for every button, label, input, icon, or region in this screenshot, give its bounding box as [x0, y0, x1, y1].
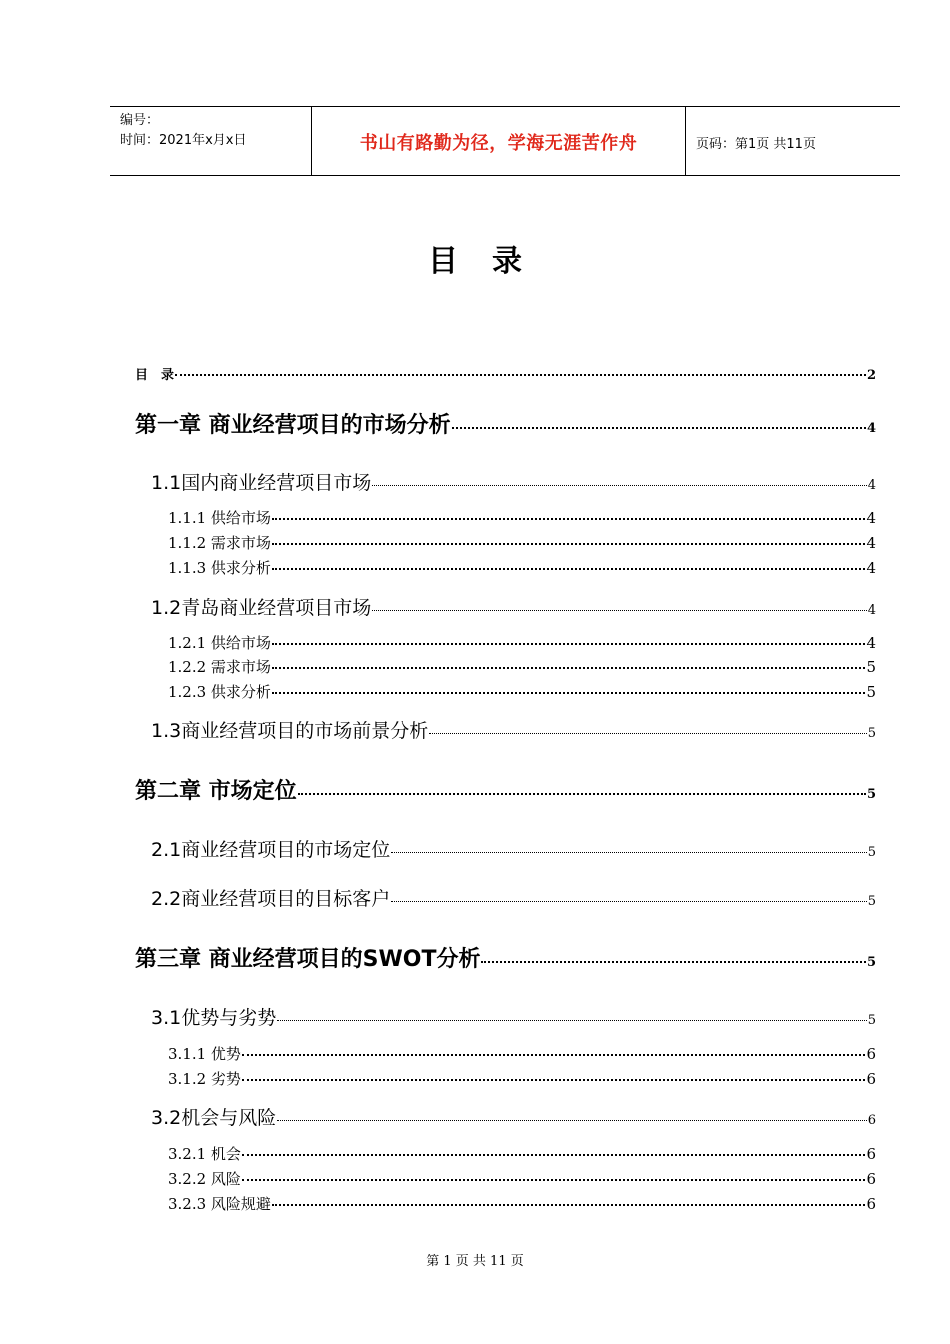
toc-entry-page: 6 [866, 1170, 876, 1188]
toc-entry[interactable] [135, 774, 876, 805]
toc-entry-title: 1.2.3 供求分析 [168, 683, 271, 701]
toc-entry-page: 4 [867, 478, 876, 493]
toc-leader [272, 543, 866, 545]
toc-entry-page: 5 [867, 845, 876, 860]
toc-entry-title: 1.3商业经营项目的市场前景分析 [151, 720, 429, 742]
time-label: 时间：2021年x月x日 [120, 133, 247, 148]
toc-entry[interactable] [168, 1068, 876, 1089]
toc-entry-title: 2.2商业经营项目的目标客户 [151, 888, 391, 910]
toc-entry-page: 4 [866, 509, 876, 527]
toc-leader [272, 692, 866, 694]
toc-entry-title: 1.2.2 需求市场 [168, 658, 271, 676]
toc-entry-page: 6 [866, 1045, 876, 1063]
toc-entry[interactable] [135, 942, 876, 973]
toc-entry[interactable] [168, 532, 876, 553]
toc-leader [452, 427, 866, 429]
toc-entry-title: 3.2.1 机会 [168, 1145, 241, 1163]
toc-entry-page: 5 [866, 955, 876, 970]
toc-entry-page: 5 [866, 787, 876, 802]
toc-entry[interactable] [151, 884, 876, 911]
toc-entry-title: 1.2.1 供给市场 [168, 634, 271, 652]
toc-entry-title: 1.1.1 供给市场 [168, 509, 271, 527]
toc-entry-page: 5 [866, 658, 876, 676]
toc-entry-title: 3.2.2 风险 [168, 1170, 241, 1188]
header-info-cell [110, 107, 312, 175]
toc-entry[interactable] [135, 364, 876, 383]
toc-leader [429, 733, 867, 734]
toc-entry-page: 2 [866, 368, 876, 383]
toc-leader [175, 374, 866, 376]
toc-entry-page: 5 [867, 1013, 876, 1028]
toc-entry-page: 5 [866, 683, 876, 701]
header-motto-cell [312, 107, 686, 175]
toc-entry[interactable] [168, 1168, 876, 1189]
toc-entry-title: 1.2青岛商业经营项目市场 [151, 597, 372, 619]
toc-entry-page: 4 [866, 534, 876, 552]
toc-entry-page: 6 [866, 1195, 876, 1213]
toc-entry-title: 1.1国内商业经营项目市场 [151, 472, 372, 494]
toc-entry-title: 1.1.2 需求市场 [168, 534, 271, 552]
toc-entry-title: 3.1.2 劣势 [168, 1070, 241, 1088]
toc-entry[interactable] [168, 507, 876, 528]
toc-entry[interactable] [151, 1103, 876, 1130]
toc-entry-title: 第二章 市场定位 [135, 779, 297, 804]
toc-entry-page: 4 [867, 603, 876, 618]
toc-leader [372, 485, 867, 486]
toc-entry[interactable] [168, 1043, 876, 1064]
toc-leader [391, 852, 867, 853]
toc-leader [272, 1204, 866, 1206]
toc-leader [242, 1054, 866, 1056]
header-page-cell [686, 107, 900, 175]
toc-entry-title: 1.1.3 供求分析 [168, 559, 271, 577]
toc-entry-page: 6 [867, 1113, 876, 1128]
toc-entry[interactable] [151, 593, 876, 620]
toc-entry-title: 3.1.1 优势 [168, 1045, 241, 1063]
toc-entry[interactable] [151, 468, 876, 495]
toc-leader [242, 1179, 866, 1181]
toc-leader [277, 1020, 867, 1021]
toc-leader [391, 901, 867, 902]
toc-entry[interactable] [168, 557, 876, 578]
toc-entry-page: 6 [866, 1145, 876, 1163]
toc-leader [272, 518, 866, 520]
toc-leader [277, 1120, 867, 1121]
toc-entry[interactable] [168, 1143, 876, 1164]
toc-entry-title: 目 录 [135, 368, 175, 383]
toc-entry-page: 5 [867, 894, 876, 909]
toc-entry[interactable] [168, 656, 876, 677]
toc-entry[interactable] [168, 681, 876, 702]
toc-entry-title: 3.1优势与劣势 [151, 1007, 277, 1029]
number-label: 编号： [120, 113, 160, 128]
toc-leader [242, 1079, 866, 1081]
toc-leader [272, 667, 866, 669]
toc-entry-title: 第三章 商业经营项目的SWOT分析 [135, 947, 481, 972]
toc-entry-page: 4 [866, 634, 876, 652]
document-header [110, 106, 900, 176]
toc-entry[interactable] [168, 1193, 876, 1214]
toc-entry-title: 第一章 商业经营项目的市场分析 [135, 413, 451, 438]
toc-leader [481, 961, 865, 963]
toc-entry[interactable] [135, 408, 876, 439]
page-title: 目录 [428, 244, 556, 279]
page-footer: 第 1 页 共 11 页 [426, 1254, 524, 1269]
toc-entry-title: 2.1商业经营项目的市场定位 [151, 839, 391, 861]
toc-entry-title: 3.2.3 风险规避 [168, 1195, 271, 1213]
page-code: 页码：第1页 共11页 [696, 137, 816, 152]
motto-text: 书山有路勤为径，学海无涯苦作舟 [359, 133, 638, 154]
toc-leader [372, 610, 867, 611]
toc-leader [272, 568, 866, 570]
toc-entry-title: 3.2机会与风险 [151, 1107, 277, 1129]
toc-entry-page: 4 [866, 421, 876, 436]
toc-entry-page: 5 [867, 726, 876, 741]
toc-leader [242, 1154, 866, 1156]
toc-entry[interactable] [168, 632, 876, 653]
toc-leader [298, 793, 866, 795]
toc-entry[interactable] [151, 1003, 876, 1030]
toc-entry[interactable] [151, 716, 876, 743]
toc-entry-page: 6 [866, 1070, 876, 1088]
toc-entry[interactable] [151, 835, 876, 862]
toc-leader [272, 643, 866, 645]
toc-entry-page: 4 [866, 559, 876, 577]
